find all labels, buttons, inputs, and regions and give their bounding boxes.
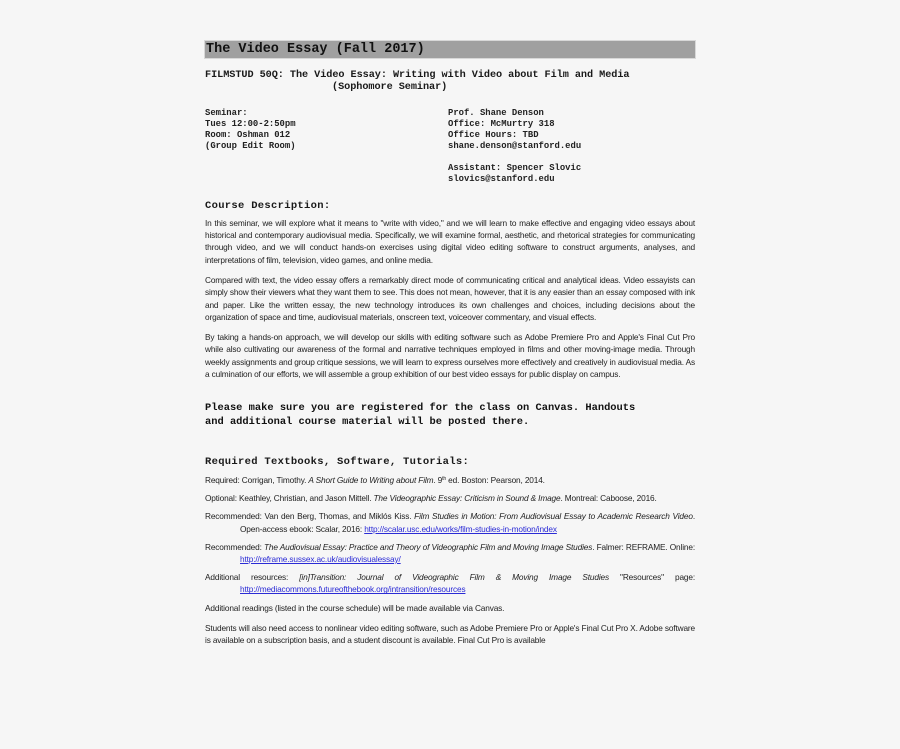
canvas-notice-line: Please make sure you are registered for the class on Canvas. Handouts (205, 402, 636, 415)
additional-readings: Additional readings (listed in the course schedule) will be made available via Canvas. (205, 602, 505, 613)
document-title: The Video Essay (Fall 2017) (205, 41, 695, 58)
canvas-notice-line: and additional course material will be posted there. (205, 415, 530, 428)
ref-label: Additional resources: (205, 572, 300, 583)
seminar-label: Seminar: (205, 108, 248, 118)
instructor-email: shane.denson@stanford.edu (448, 141, 582, 151)
course-title-line: FILMSTUD 50Q: The Video Essay: Writing with Video about Film and Media (205, 70, 630, 81)
software-note: Students will also need access to nonlinear video editing software, such as Adobe Premiere Pro or Apple's Final Cut Pro X. Adobe software is available on a subscription basis, and a student discount is available. Final Cut Pro is available (205, 623, 695, 646)
assistant-email: slovics@stanford.edu (448, 174, 555, 184)
ref-publisher: . Open-access ebook: Scalar, 2016: (240, 511, 695, 534)
description-paragraph: By taking a hands-on approach, we will develop our skills with editing software such as Adobe Premiere Pro and Apple's Final Cut Pro while also cultivating our awareness of the formal and narrative techniques employed in films and other moving-image media. Through weekly assignments and group critique sessions, we will learn to express ourselves more effectively and creatively in audiovisual media. As a culmination of our efforts, we will assemble a group exhibition of our best video essays for public display on campus. (205, 332, 695, 379)
seminar-info (205, 108, 448, 185)
ref-title: Film Studies in Motion: From Audiovisual Essay to Academic Research Video (414, 511, 693, 522)
ref-title: The Videographic Essay: Criticism in Sound & Image (373, 493, 561, 504)
reframe-link[interactable]: http://reframe.sussex.ac.uk/audiovisualessay/ (240, 554, 401, 565)
intransition-link[interactable]: http://mediacommons.futureofthebook.org/intransition/resources (240, 584, 466, 595)
ref-label: Recommended: (205, 541, 264, 552)
instructor-office: Office: McMurtry 318 (448, 119, 555, 129)
seminar-room-note: (Group Edit Room) (205, 141, 296, 151)
ref-title: [in]Transition: Journal of Videographic Film & Moving Image Studies (299, 572, 609, 583)
course-subtitle: (Sophomore Seminar) (332, 82, 448, 93)
ref-edition: . 9 (433, 475, 443, 486)
instructor-info (448, 108, 695, 185)
ref-publisher: ed. Boston: Pearson, 2014. (446, 475, 545, 486)
instructor-name: Prof. Shane Denson (448, 108, 544, 118)
ref-author: Optional: Keathley, Christian, and Jason Mittell. (205, 493, 374, 504)
instructor-hours: Office Hours: TBD (448, 130, 539, 140)
reference-optional (205, 492, 695, 504)
course-title (205, 70, 695, 94)
description-paragraph: In this seminar, we will explore what it means to "write with video," and we will learn to make effective and engaging video essays about historical and contemporary audiovisual media. Specifically, we will examine formal, aesthetic, and rhetorical strategies for communicating through video, and we will conduct hands-on exercises using digital video editing software to construct arguments, analyses, and interpretations of film, television, video games, and online media. (205, 218, 695, 265)
syllabus-page (205, 41, 695, 655)
ref-title: The Audiovisual Essay: Practice and Theory of Videographic Film and Moving Image Studies (263, 541, 593, 552)
seminar-time: Tues 12:00-2:50pm (205, 119, 296, 129)
reference-additional-resources (205, 571, 695, 595)
ref-edition-suffix: th (442, 476, 447, 483)
description-paragraph: Compared with text, the video essay offers a remarkably direct mode of communicating critical and analytical ideas. Video essayists can simply show their viewers what they want them to see. This does not mean, however, that it is any easier than an essay composed with ink and paper. Like the written essay, the new technology introduces its own challenges and choices, including decisions about the organization of space and time, audiovisual materials, onscreen text, voiceover commentary, and visual effects. (205, 275, 695, 322)
reference-recommended (205, 541, 695, 565)
reference-recommended (205, 510, 695, 534)
ref-page: "Resources" page: (609, 572, 695, 583)
ref-publisher: . Montreal: Caboose, 2016. (560, 493, 657, 504)
textbooks-heading: Required Textbooks, Software, Tutorials: (205, 456, 470, 469)
canvas-notice (205, 402, 695, 429)
ref-author: Required: Corrigan, Timothy. (205, 475, 309, 486)
course-info (205, 108, 695, 185)
assistant-name: Assistant: Spencer Slovic (448, 163, 582, 173)
spacer (448, 152, 695, 163)
course-description-heading: Course Description: (205, 200, 331, 212)
ref-author: Recommended: Van den Berg, Thomas, and Miklós Kiss. (205, 511, 415, 522)
ref-title: A Short Guide to Writing about Film (308, 475, 434, 486)
seminar-room: Room: Oshman 012 (205, 130, 291, 140)
scalar-link[interactable]: http://scalar.usc.edu/works/film-studies-in-motion/index (364, 523, 557, 534)
ref-publisher: . Falmer: REFRAME. Online: (592, 541, 695, 552)
reference-required (205, 474, 695, 486)
